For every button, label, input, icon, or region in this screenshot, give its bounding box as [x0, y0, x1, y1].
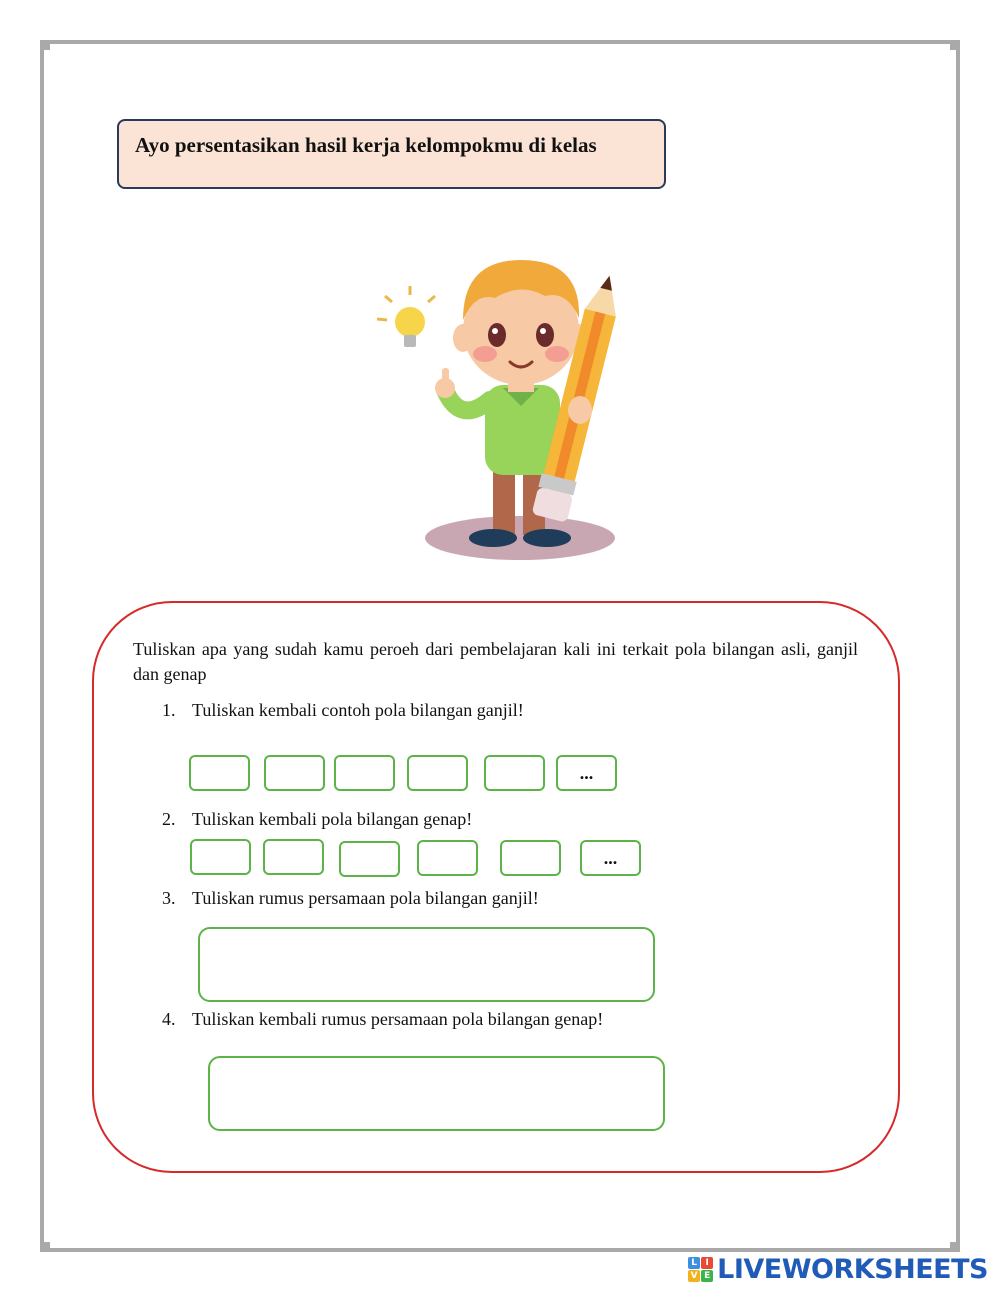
boy-with-pencil-illustration: [345, 240, 655, 565]
ellipsis-box: ...: [580, 840, 641, 876]
answer-input[interactable]: [334, 755, 395, 791]
frame-corner: [40, 1242, 50, 1252]
frame-corner: [40, 40, 50, 50]
question-3: [162, 888, 539, 909]
question-text: Tuliskan kembali contoh pola bilangan ganjil!: [192, 700, 524, 720]
answer-input[interactable]: [500, 840, 561, 876]
question-4: [162, 1009, 603, 1030]
frame-corner: [950, 1242, 960, 1252]
title-banner: [117, 119, 666, 189]
answer-input[interactable]: [263, 839, 324, 875]
answer-textarea[interactable]: [198, 927, 655, 1002]
frame-corner: [950, 40, 960, 50]
question-2: [162, 809, 472, 830]
ellipsis-box: ...: [556, 755, 617, 791]
question-text: Tuliskan kembali pola bilangan genap!: [192, 809, 473, 829]
instructions-text: Tuliskan apa yang sudah kamu peroeh dari pembelajaran kali ini terkait pola bilangan asli, ganjil dan genap: [133, 639, 858, 684]
answer-input[interactable]: [339, 841, 400, 877]
question-number: 4.: [162, 1009, 176, 1029]
logo-text: LIVEWORKSHEETS: [717, 1253, 988, 1285]
question-number: 2.: [162, 809, 176, 829]
answer-input[interactable]: [189, 755, 250, 791]
question-number: 1.: [162, 700, 176, 720]
logo-mark-icon: L I V E: [688, 1257, 713, 1282]
question-text: Tuliskan rumus persamaan pola bilangan ganjil!: [192, 888, 539, 908]
liveworksheets-logo[interactable]: [688, 1254, 988, 1284]
answer-input[interactable]: [264, 755, 325, 791]
question-number: 3.: [162, 888, 176, 908]
answer-input[interactable]: [407, 755, 468, 791]
page-title: Ayo persentasikan hasil kerja kelompokmu di kelas: [135, 133, 597, 157]
lightbulb-icon: [377, 286, 435, 347]
answer-input[interactable]: [190, 839, 251, 875]
answer-textarea[interactable]: [208, 1056, 665, 1131]
question-1: [162, 700, 524, 721]
answer-input[interactable]: [484, 755, 545, 791]
question-text: Tuliskan kembali rumus persamaan pola bilangan genap!: [192, 1009, 604, 1029]
answer-input[interactable]: [417, 840, 478, 876]
